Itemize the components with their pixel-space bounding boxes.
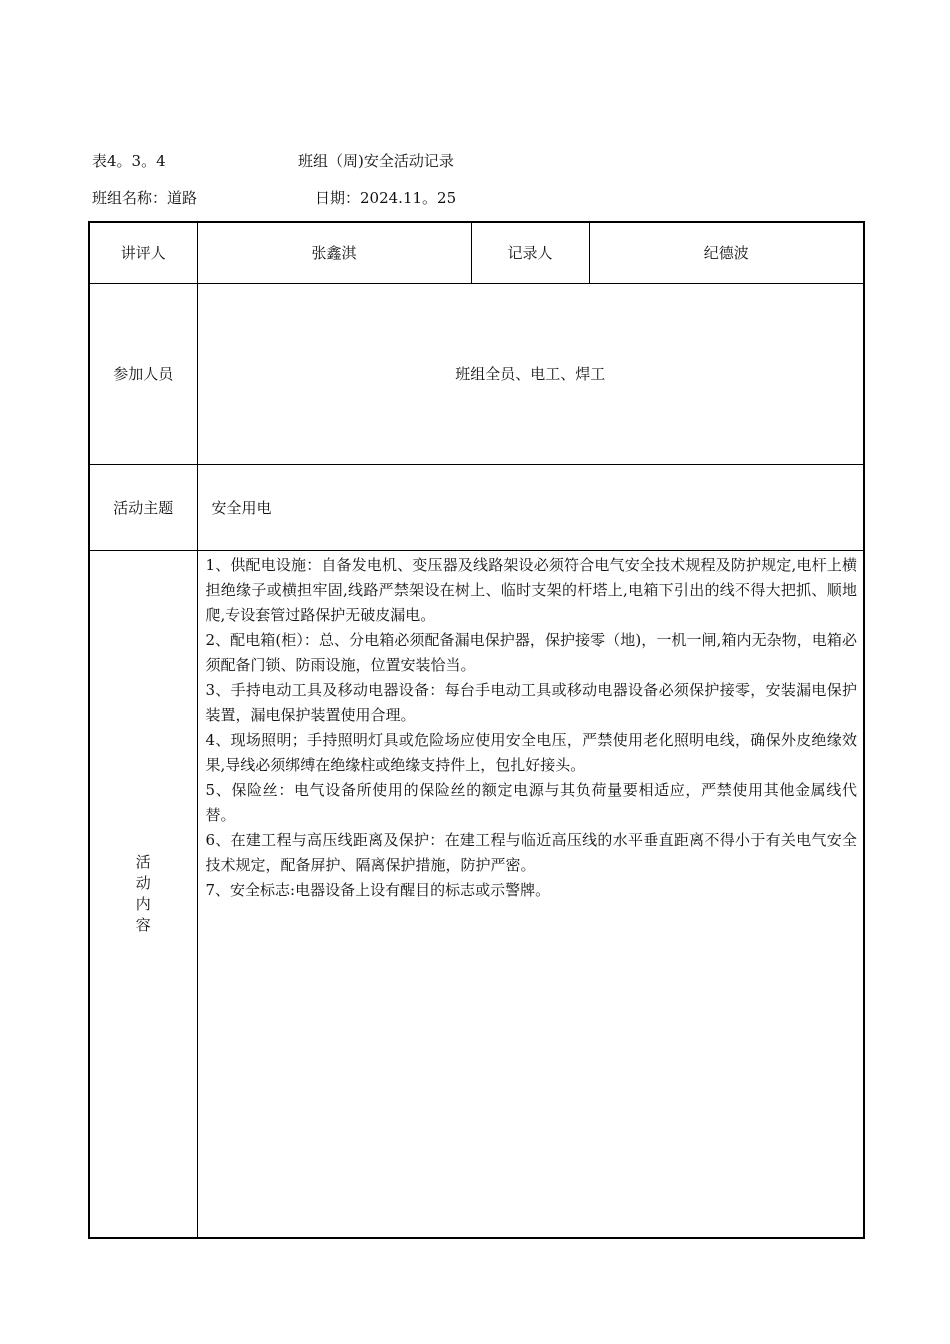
- lecturer-label: 讲评人: [89, 222, 197, 283]
- recorder-label: 记录人: [471, 222, 589, 283]
- document-title: 班组（周)安全活动记录: [298, 152, 454, 170]
- table-number: 表4。3。4: [92, 152, 166, 170]
- activity-record-table: [88, 221, 865, 1239]
- row-participants: [89, 283, 864, 464]
- content-label-char: 内: [135, 894, 151, 913]
- participants-label: 参加人员: [89, 283, 197, 464]
- content-label: [89, 550, 197, 1238]
- content-label-char: 活: [135, 852, 151, 871]
- recorder-value: 纪德波: [589, 222, 864, 283]
- content-label-char: 动: [135, 873, 151, 892]
- content-item: 1、供配电设施：自备发电机、变压器及线路架设必须符合电气安全技术规程及防护规定,电杆上横担绝缘子或横担牢固,线路严禁架设在树上、临时支架的杆塔上,电箱下引出的线不得大把抓、顺地爬,专设套管过路保护无破皮漏电。: [205, 555, 857, 624]
- theme-value: 安全用电: [197, 464, 864, 550]
- row-lecturer-recorder: [89, 222, 864, 283]
- theme-label: 活动主题: [89, 464, 197, 550]
- content-item: 2、配电箱(柜）：总、分电箱必须配备漏电保护器，保护接零（地)，一机一闸,箱内无杂物，电箱必须配备门锁、防雨设施，位置安装恰当。: [205, 630, 857, 674]
- content-item: 4、现场照明；手持照明灯具或危险场应使用安全电压，严禁使用老化照明电线，确保外皮绝缘效果,导线必须绑缚在绝缘柱或绝缘支持件上，包扎好接头。: [205, 730, 857, 774]
- lecturer-value: 张鑫淇: [197, 222, 471, 283]
- content-item: 6、在建工程与高压线距离及保护：在建工程与临近高压线的水平垂直距离不得小于有关电气安全技术规定，配备屏护、隔离保护措施，防护严密。: [205, 830, 857, 874]
- row-content: [89, 550, 864, 1238]
- content-label-char: 容: [135, 915, 151, 934]
- participants-value: 班组全员、电工、焊工: [197, 283, 864, 464]
- content-item: 5、保险丝：电气设备所使用的保险丝的额定电源与其负荷量要相适应，严禁使用其他金属线代替。: [205, 780, 857, 824]
- record-date: 日期：2024.11。25: [315, 189, 457, 207]
- team-name: 班组名称：道路: [92, 189, 198, 207]
- content-item: 3、手持电动工具及移动电器设备：每台手电动工具或移动电器设备必须保护接零，安装漏电保护装置，漏电保护装置使用合理。: [205, 680, 857, 724]
- content-body: [197, 550, 864, 1238]
- row-theme: [89, 464, 864, 550]
- content-item: 7、安全标志:电器设备上设有醒目的标志或示警牌。: [205, 880, 551, 899]
